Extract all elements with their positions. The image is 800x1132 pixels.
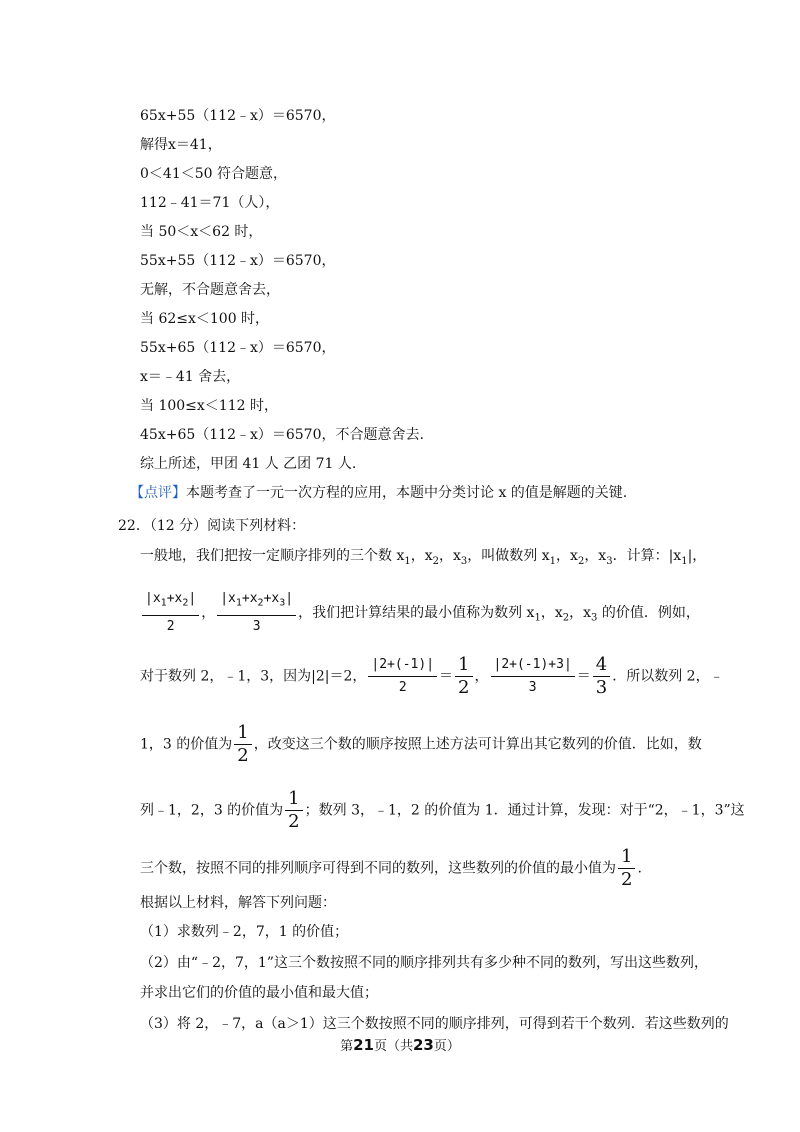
fraction: $\frac{|x_1+x_2|}{2}$ [142,588,199,638]
solution-line: 当 100≤x＜112 时， [140,398,278,414]
question-header: 22．（12 分）阅读下列材料： [118,518,306,534]
question-paragraph: 三个数，按照不同的排列顺序可得到不同的数列，这些数列的价值的最小值为 $\frac{1}{2}$ . [140,846,642,890]
comment [130,483,627,503]
solution-line: 解得x＝41， [140,137,222,153]
question-paragraph: （2）由“﹣2，7，1”这三个数按照不同的顺序排列共有多少种不同的数列，写出这些数列， [140,955,708,971]
solution-line: 112﹣41＝71（人）， [140,195,280,211]
solution-line: x＝﹣41 舍去， [140,369,241,385]
question-paragraph: 一般地，我们把按一定顺序排列的三个数 $x_1$，$x_2$，$x_3$，叫做数列 $x_1$，$x_2$，$x_3$．计算：$|x_1|$， [140,548,707,567]
solution-line: 综上所述，甲团 41 人 乙团 71 人. [140,456,357,472]
fraction: $\frac{1}{2}$ [234,722,251,767]
fraction: $\frac{1}{2}$ [455,654,472,699]
solution-line: 无解，不合题意舍去， [140,282,280,298]
fraction: $\frac{1}{2}$ [618,846,635,891]
fraction: $\frac{|x_1+x_2+x_3|}{3}$ [217,588,296,638]
question-paragraph: 对于数列 2，﹣1，3，因为|2|＝2， $\frac{|2+(-1)|}{2}$ ＝ $\frac{1}{2}$ ， $\frac{|2+(-1)+3|}{3}$ ＝ $\frac{4}{3}$ ．所以数列 2，﹣ [140,654,724,698]
fraction: $\frac{4}{3}$ [593,654,610,699]
fraction: $\frac{|2+(-1)+3|}{3}$ [491,654,575,699]
question-paragraph: $\frac{|x_1+x_2|}{2}$ ， $\frac{|x_1+x_2+x_3|}{3}$ ，我们把计算结果的最小值称为数列 $x_1$，$x_2$，$x_3$ 的价值．例如， [140,588,700,638]
fraction: $\frac{1}{2}$ [285,788,302,833]
solution-line: 当 62≤x＜100 时， [140,311,270,327]
question-paragraph: （1）求数列﹣2，7，1 的价值； [140,924,349,940]
question-paragraph: 并求出它们的价值的最小值和最大值； [140,985,378,1001]
question-paragraph: 1，3 的价值为 $\frac{1}{2}$ ，改变这三个数的顺序按照上述方法可计算出其它数列的价值．比如，数 [140,722,702,766]
solution-line: 当 50＜x＜62 时， [140,224,263,240]
comment-tag: 【点评】 [130,485,186,501]
solution-line: 45x+65（112﹣x）＝6570，不合题意舍去. [140,427,424,443]
comment-text: 本题考查了一元一次方程的应用，本题中分类讨论 x 的值是解题的关键. [186,485,628,501]
solution-line: 55x+65（112﹣x）＝6570， [140,340,336,356]
solution-line: 55x+55（112﹣x）＝6570， [140,253,336,269]
solution-line: 0＜41＜50 符合题意， [140,166,287,182]
fraction: $\frac{|2+(-1)|}{2}$ [368,654,437,699]
solution-line: 65x+55（112﹣x）＝6570， [140,108,336,124]
page-footer: 第21页（共23页） [340,1036,460,1054]
question-paragraph: 根据以上材料，解答下列问题： [140,895,336,911]
question-paragraph: 列﹣1，2，3 的价值为 $\frac{1}{2}$ ；数列 3，﹣1，2 的价值为 1．通过计算，发现：对于“2，﹣1，3”这 [140,788,745,832]
question-paragraph: （3）将 2，﹣7，a（a＞1）这三个数按照不同的顺序排列，可得到若干个数列．若这些数列的 [140,1016,729,1032]
